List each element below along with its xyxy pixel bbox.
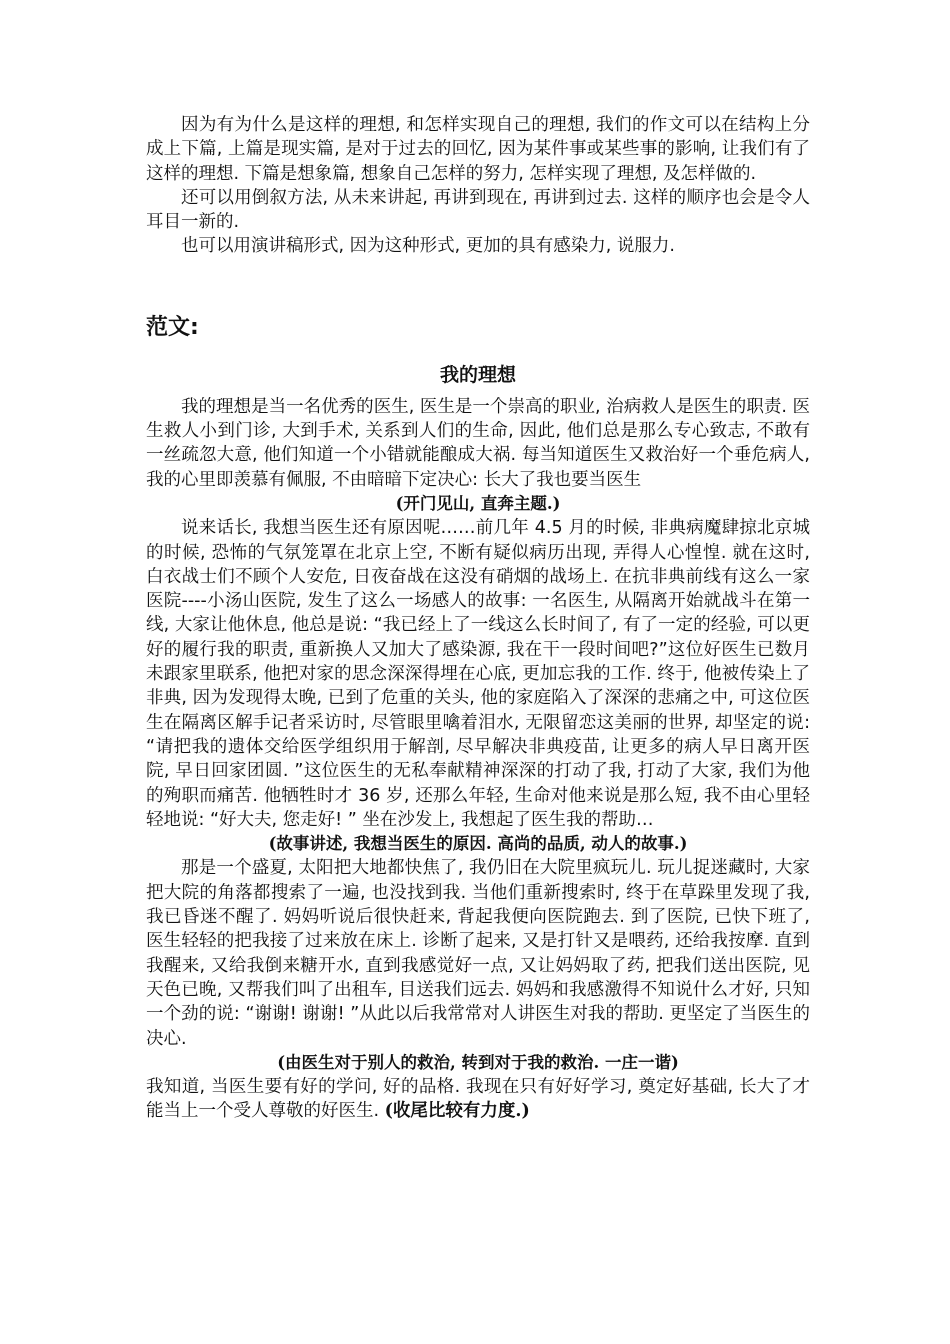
essay-annotation-2: (故事讲述, 我想当医生的原因. 高尚的品质, 动人的故事.) [268,834,688,854]
essay-paragraph-1: 我的理想是当一名优秀的医生, 医生是一个崇高的职业, 治病救人是医生的职责. 医生救人小到门诊, 大到手术, 关系到人们的生命, 因此, 他们总是那么专心致志, 不敢有一丝疏忽大意, 他们知道一个小错就能酿成大祸. 每当知道医生又救治好一个垂危病人, 我的心里即羡慕有佩服, 不由暗暗下定决心: 长大了我也要当医生 [146,396,810,490]
essay-paragraph-4 [146,1075,810,1124]
essay-annotation-4: (收尾比较有力度.) [384,1101,530,1122]
essay-annotation-1: (开门见山, 直奔主题.) [395,493,561,513]
intro-paragraph-2: 还可以用倒叙方法, 从未来讲起, 再讲到现在, 再讲到过去. 这样的顺序也会是令人耳目一新的. [146,187,810,233]
essay-paragraph-2: 说来话长, 我想当医生还有原因呢……前几年 4.5 月的时候, 非典病魔肆掠北京城的时候, 恐怖的气氛笼罩在北京上空, 不断有疑似病历出现, 弄得人心惶惶. 就在这时, 白衣战士们不顾个人安危, 日夜奋战在这没有硝烟的战场上. 在抗非典前线有这么一家医院----小汤山医院, 发生了这么一场感人的故事: 一名医生, 从隔离开始就战斗在第一线, 大家让他休息, 他总是说: “我已经上了一线这么长时间了, 有了一定的经验, 可以更好的履行我的职责, 重新换人又加大了感染源, 我在干一段时间吧?”这位好医生已数月未跟家里联系, 他把对家的思念深深得埋在心底, 更加忘我的工作. 终于, 他被传染上了非典, 因为发现得太晚, 已到了危重的关头, 他的家庭陷入了深深的悲痛之中, 可这位医生在隔离区解手记者采访时, 尽管眼里噙着泪水, 无限留恋这美丽的世界, 却坚定的说: “请把我的遗体交给医学组织用于解剖, 尽早解决非典疫苗, 让更多的病人早日离开医院, 早日回家团圆. ”这位医生的无私奉献精神深深的打动了我, 打动了大家, 我们为他的殉职而痛苦. 他牺牲时才 36 岁, 还那么年轻, 生命对他来说是那么短, 我不由心里轻轻地说: “好大夫, 您走好! ” 坐在沙发上, 我想起了医生我的帮助… [146,518,810,830]
essay-paragraph-3: 那是一个盛夏, 太阳把大地都快焦了, 我仍旧在大院里疯玩儿. 玩儿捉迷藏时, 大家把大院的角落都搜索了一遍, 也没找到我. 当他们重新搜索时, 终于在草跺里发现了我, 我已昏迷不醒了. 妈妈听说后很快赶来, 背起我便向医院跑去. 到了医院, 已快下班了, 医生轻轻的把我接了过来放在床上. 诊断了起来, 又是打针又是喂药, 还给我按摩. 直到我醒来, 又给我倒来糖开水, 直到我感觉好一点, 又让妈妈取了药, 把我们送出医院, 见天色已晚, 又帮我们叫了出租车, 目送我们远去. 妈妈和我感激得不知说什么才好, 只知一个劲的说: “谢谢! 谢谢! ”从此以后我常常对人讲医生对我的帮助. 更坚定了当医生的决心. [146,858,810,1049]
essay-paragraph-4-text: 我知道, 当医生要有好的学问, 好的品格. 我现在只有好好学习, 奠定好基础, 长大了才能当上一个受人尊敬的好医生. [146,1077,810,1122]
intro-paragraph-3: 也可以用演讲稿形式, 因为这种形式, 更加的具有感染力, 说服力. [181,236,675,257]
intro-paragraph-1: 因为有为什么是这样的理想, 和怎样实现自己的理想, 我们的作文可以在结构上分成上下篇, 上篇是现实篇, 是对于过去的回忆, 因为某件事或某些事的影响, 让我们有了这样的理想. 下篇是想象篇, 想象自己怎样的努力, 怎样实现了理想, 及怎样做的. [146,115,810,184]
section-heading: 范文: [146,314,199,340]
essay-annotation-3: (由医生对于别人的救治, 转到对于我的救治. 一庄一谐) [277,1052,679,1072]
essay-title: 我的理想 [439,363,516,386]
document-page [146,113,810,1124]
